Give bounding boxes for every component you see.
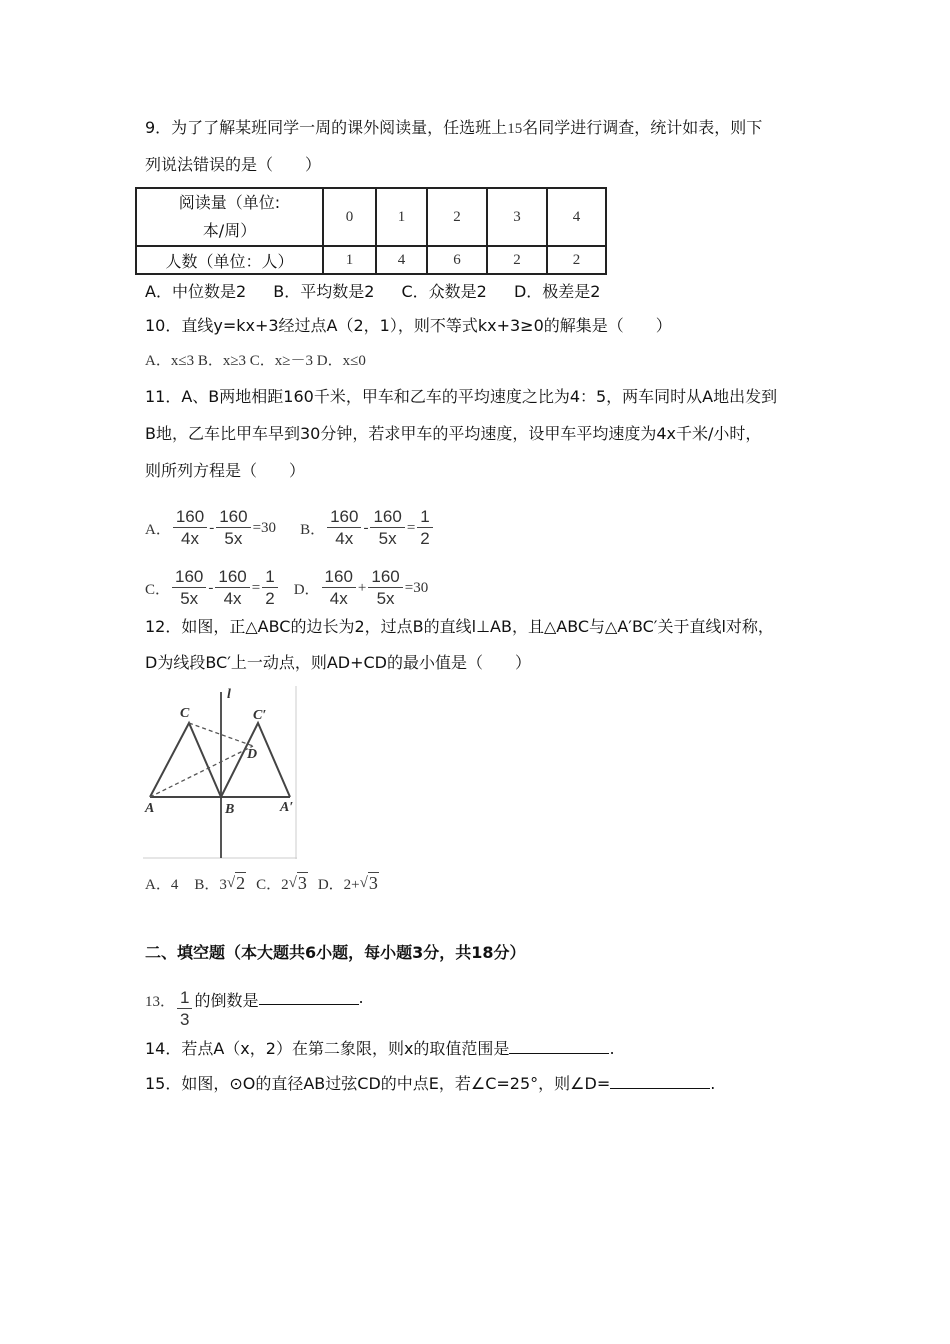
q10-options: A．x≤3 B．x≥3 C．x≥－3 D．x≤0 bbox=[145, 353, 366, 369]
radicand: 3 bbox=[297, 873, 307, 893]
option-c: C．众数是2 bbox=[401, 282, 487, 301]
q9-line2: 列说法错误的是（ ） bbox=[145, 155, 322, 174]
option-b: B．平均数是2 bbox=[273, 282, 375, 301]
value-cell: 0 bbox=[323, 188, 376, 246]
fraction bbox=[172, 567, 206, 610]
fraction bbox=[216, 507, 250, 550]
option-d-label: D． bbox=[293, 582, 320, 598]
count-cell: 4 bbox=[376, 246, 427, 274]
equals: = bbox=[406, 520, 416, 536]
denominator: 4x bbox=[223, 589, 242, 608]
option-a: A．中位数是2 bbox=[145, 282, 247, 301]
numerator: 160 bbox=[370, 507, 404, 528]
numerator: 160 bbox=[172, 567, 206, 588]
q11-options-ab bbox=[145, 507, 435, 550]
triangle-figure bbox=[143, 686, 297, 859]
label-c: C bbox=[180, 706, 190, 721]
q15 bbox=[145, 1072, 715, 1094]
operator: - bbox=[209, 520, 215, 536]
numerator: 160 bbox=[368, 567, 402, 588]
q11-line3: 则所列方程是（ ） bbox=[145, 461, 306, 480]
numerator: 160 bbox=[327, 507, 361, 528]
period: . bbox=[609, 1039, 615, 1058]
q10-text: 10．直线y=kx+3经过点A（2，1），则不等式kx+3≥0的解集是（ ） bbox=[145, 316, 672, 335]
option-b-label: B． bbox=[300, 522, 326, 538]
q9-number: 15 bbox=[507, 121, 523, 137]
fraction bbox=[327, 507, 361, 550]
label-c-prime: C′ bbox=[253, 708, 267, 723]
sqrt-icon: √ bbox=[288, 874, 297, 891]
option-d: D．2+ bbox=[317, 876, 360, 893]
period: . bbox=[710, 1074, 716, 1093]
denominator: 2 bbox=[265, 589, 275, 608]
count-cell: 2 bbox=[487, 246, 547, 274]
table-row bbox=[136, 188, 606, 246]
sqrt-icon: √ bbox=[359, 874, 368, 891]
rhs: =30 bbox=[404, 580, 429, 596]
row-label-cell: 人数（单位：人） bbox=[136, 246, 323, 274]
rhs: =30 bbox=[252, 520, 277, 536]
q11-options-cd bbox=[145, 567, 428, 610]
numerator: 160 bbox=[322, 567, 356, 588]
q12-line1: 12．如图，正△ABC的边长为2，过点B的直线l⊥AB，且△ABC与△A′BC′关于直线l对称， bbox=[145, 617, 774, 636]
q11-line1: 11．A、B两地相距160千米，甲车和乙车的平均速度之比为4：5，两车同时从A地出发到 bbox=[145, 387, 778, 406]
sqrt-icon: √ bbox=[226, 874, 236, 891]
option-b: B．3 bbox=[194, 876, 227, 893]
q9-text-b: 名同学进行调查，统计如表，则下 bbox=[522, 118, 763, 137]
answer-blank[interactable] bbox=[259, 988, 359, 1005]
equals: = bbox=[251, 580, 261, 596]
denominator: 5x bbox=[224, 529, 243, 548]
label-d: D bbox=[247, 747, 258, 762]
denominator: 5x bbox=[180, 589, 199, 608]
numerator: 1 bbox=[262, 567, 277, 588]
header-label-2: 本/周） bbox=[202, 221, 257, 240]
q13 bbox=[145, 988, 364, 1031]
count-cell: 1 bbox=[323, 246, 376, 274]
option-c-label: C． bbox=[145, 582, 171, 598]
denominator: 5x bbox=[376, 589, 395, 608]
q11-line2: B地，乙车比甲车早到30分钟，若求甲车的平均速度，设甲车平均速度为4x千米/小时， bbox=[145, 424, 762, 443]
q12-line2: D为线段BC′上一动点，则AD+CD的最小值是（ ） bbox=[145, 653, 531, 672]
count-cell: 2 bbox=[547, 246, 606, 274]
operator: - bbox=[363, 520, 369, 536]
q14-text: 14．若点A（x，2）在第二象限，则x的取值范围是 bbox=[145, 1039, 510, 1058]
denominator: 4x bbox=[329, 589, 348, 608]
numerator: 160 bbox=[215, 567, 249, 588]
q14 bbox=[145, 1037, 615, 1059]
fraction bbox=[215, 567, 249, 610]
q9-line1 bbox=[145, 118, 762, 139]
section-heading: 二、填空题（本大题共6小题，每小题3分，共18分） bbox=[145, 943, 526, 962]
q13-number: 13． bbox=[145, 994, 176, 1010]
value-cell: 4 bbox=[547, 188, 606, 246]
q15-text: 15．如图，⊙O的直径AB过弦CD的中点E，若∠C=25°，则∠D= bbox=[145, 1074, 611, 1093]
label-a: A bbox=[145, 801, 155, 816]
denominator: 4x bbox=[181, 529, 200, 548]
denominator: 4x bbox=[335, 529, 354, 548]
option-a-label: A． bbox=[145, 522, 171, 538]
operator: - bbox=[208, 580, 214, 596]
q13-text: 的倒数是 bbox=[194, 991, 259, 1010]
fraction bbox=[177, 988, 192, 1031]
q12-options bbox=[145, 872, 379, 894]
radicand: 3 bbox=[368, 873, 378, 893]
reading-table bbox=[135, 187, 607, 275]
answer-blank[interactable] bbox=[610, 1072, 710, 1089]
fraction bbox=[370, 507, 404, 550]
fraction bbox=[417, 507, 432, 550]
table-row bbox=[136, 246, 606, 274]
numerator: 160 bbox=[173, 507, 207, 528]
numerator: 1 bbox=[417, 507, 432, 528]
header-cell bbox=[136, 188, 323, 246]
value-cell: 1 bbox=[376, 188, 427, 246]
fraction bbox=[262, 567, 277, 610]
radicand: 2 bbox=[236, 873, 246, 893]
option-d: D．极差是2 bbox=[513, 282, 601, 301]
value-cell: 3 bbox=[487, 188, 547, 246]
denominator: 3 bbox=[180, 1010, 190, 1029]
label-l: l bbox=[227, 687, 231, 702]
numerator: 160 bbox=[216, 507, 250, 528]
denominator: 2 bbox=[420, 529, 430, 548]
label-b: B bbox=[225, 802, 235, 817]
header-label-1: 阅读量（单位: bbox=[178, 193, 281, 212]
fraction bbox=[322, 567, 356, 610]
count-cell: 6 bbox=[427, 246, 487, 274]
answer-blank[interactable] bbox=[509, 1037, 609, 1054]
value-cell: 2 bbox=[427, 188, 487, 246]
option-c: C．2 bbox=[256, 876, 289, 893]
denominator: 5x bbox=[378, 529, 397, 548]
label-a-prime: A′ bbox=[280, 800, 294, 815]
fraction bbox=[173, 507, 207, 550]
period: . bbox=[358, 988, 364, 1007]
q9-text-a: 9．为了了解某班同学一周的课外阅读量，任选班上 bbox=[145, 118, 508, 137]
operator: + bbox=[357, 580, 367, 596]
fraction bbox=[368, 567, 402, 610]
numerator: 1 bbox=[177, 988, 192, 1009]
q9-options bbox=[145, 282, 600, 302]
option-a: A．4 bbox=[145, 876, 179, 893]
